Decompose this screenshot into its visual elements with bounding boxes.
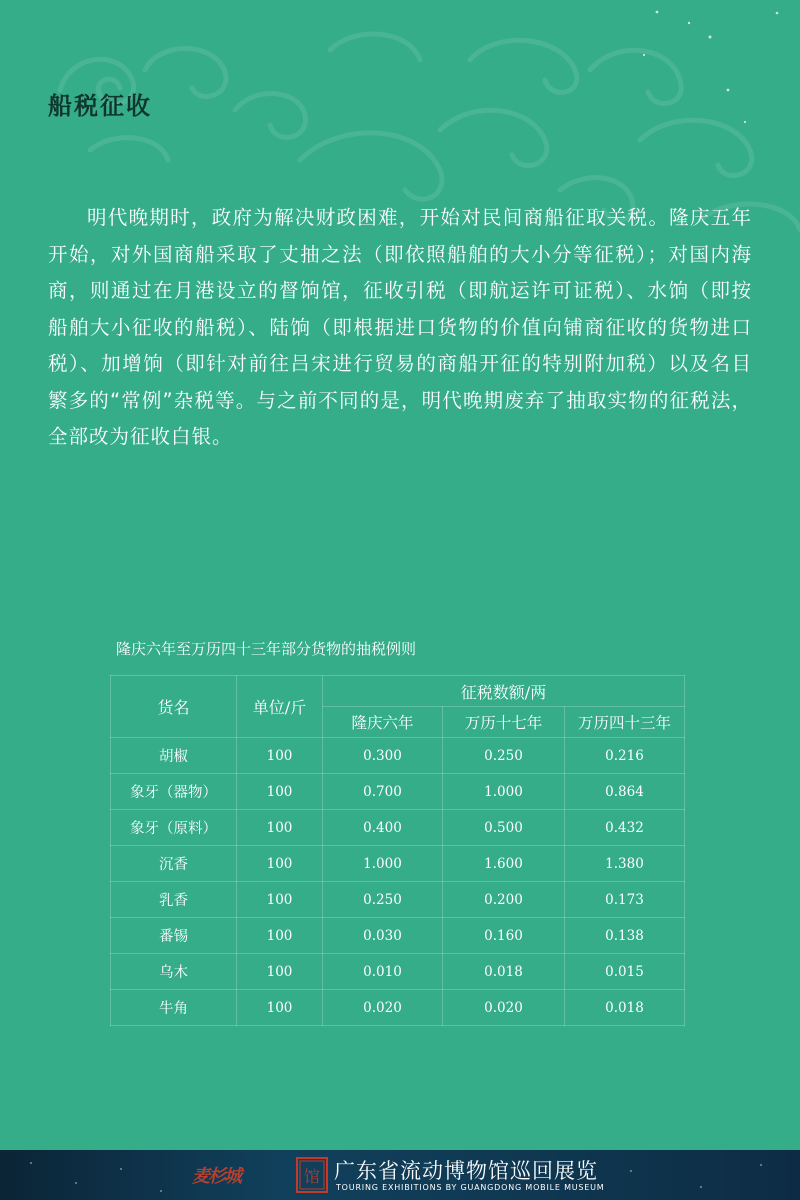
- header-unit: 单位/斤: [237, 676, 323, 738]
- table-row: [111, 846, 685, 882]
- museum-seal-logo-icon: [296, 1157, 328, 1193]
- tax-cell: 0.018: [565, 990, 685, 1026]
- tax-cell: 1.000: [323, 846, 443, 882]
- page-title: 船税征收: [48, 92, 152, 120]
- tax-cell: 0.020: [323, 990, 443, 1026]
- tax-cell: 0.500: [443, 810, 565, 846]
- unit-cell: 100: [237, 810, 323, 846]
- tax-cell: 0.173: [565, 882, 685, 918]
- table-row: [111, 738, 685, 774]
- unit-cell: 100: [237, 918, 323, 954]
- footer-banner: [0, 1150, 800, 1200]
- tax-cell: 1.380: [565, 846, 685, 882]
- tax-cell: 0.300: [323, 738, 443, 774]
- table-row: [111, 954, 685, 990]
- tax-cell: 0.015: [565, 954, 685, 990]
- body-paragraph: 明代晚期时，政府为解决财政困难，开始对民间商船征取关税。隆庆五年开始，对外国商船采取了丈抽之法（即依照船舶的大小分等征税）；对国内海商，则通过在月港设立的督饷馆，征收引税（即航运许可证税）、水饷（即按船舶大小征收的船税）、陆饷（即根据进口货物的价值向铺商征收的货物进口税）、加增饷（即针对前往吕宋进行贸易的商船开征的特别附加税）以及名目繁多的“常例”杂税等。与之前不同的是，明代晚期废弃了抽取实物的征税法，全部改为征收白银。: [48, 206, 752, 448]
- goods-name: 沉香: [111, 846, 237, 882]
- table-caption: 隆庆六年至万历四十三年部分货物的抽税例则: [116, 640, 417, 658]
- header-year-wanli17: 万历十七年: [443, 707, 565, 738]
- tax-cell: 0.216: [565, 738, 685, 774]
- table-row: [111, 990, 685, 1026]
- tax-cell: 1.600: [443, 846, 565, 882]
- goods-name: 乌木: [111, 954, 237, 990]
- tax-cell: 0.020: [443, 990, 565, 1026]
- header-year-wanli43: 万历四十三年: [565, 707, 685, 738]
- footer-museum-name: 广东省流动博物馆巡回展览: [334, 1159, 598, 1183]
- goods-name: 象牙（器物）: [111, 774, 237, 810]
- tax-cell: 0.700: [323, 774, 443, 810]
- tax-cell: 0.018: [443, 954, 565, 990]
- museum-seal-logo-char: 馆: [303, 1167, 321, 1186]
- tax-cell: 0.138: [565, 918, 685, 954]
- header-year-longqing6: 隆庆六年: [323, 707, 443, 738]
- tax-cell: 1.000: [443, 774, 565, 810]
- tax-cell: 0.160: [443, 918, 565, 954]
- tax-cell: 0.432: [565, 810, 685, 846]
- tax-cell: 0.030: [323, 918, 443, 954]
- goods-name: 牛角: [111, 990, 237, 1026]
- tax-cell: 0.200: [443, 882, 565, 918]
- tax-cell: 0.010: [323, 954, 443, 990]
- tax-cell: 0.864: [565, 774, 685, 810]
- signature-calligraphy: 麦杉城: [192, 1166, 240, 1187]
- header-tax-amount: 征税数额/两: [323, 676, 685, 707]
- table-row: [111, 810, 685, 846]
- unit-cell: 100: [237, 882, 323, 918]
- unit-cell: 100: [237, 990, 323, 1026]
- tax-rate-table: [110, 675, 685, 1026]
- goods-name: 胡椒: [111, 738, 237, 774]
- unit-cell: 100: [237, 774, 323, 810]
- goods-name: 象牙（原料）: [111, 810, 237, 846]
- tax-cell: 0.400: [323, 810, 443, 846]
- unit-cell: 100: [237, 954, 323, 990]
- goods-name: 乳香: [111, 882, 237, 918]
- table-row: [111, 774, 685, 810]
- tax-cell: 0.250: [443, 738, 565, 774]
- unit-cell: 100: [237, 846, 323, 882]
- goods-name: 番锡: [111, 918, 237, 954]
- table-row: [111, 882, 685, 918]
- header-goods-name: 货名: [111, 676, 237, 738]
- unit-cell: 100: [237, 738, 323, 774]
- table-row: [111, 918, 685, 954]
- tax-cell: 0.250: [323, 882, 443, 918]
- footer-museum-name-english: TOURING EXHIBITIONS BY GUANGDONG MOBILE MUSEUM: [336, 1183, 605, 1192]
